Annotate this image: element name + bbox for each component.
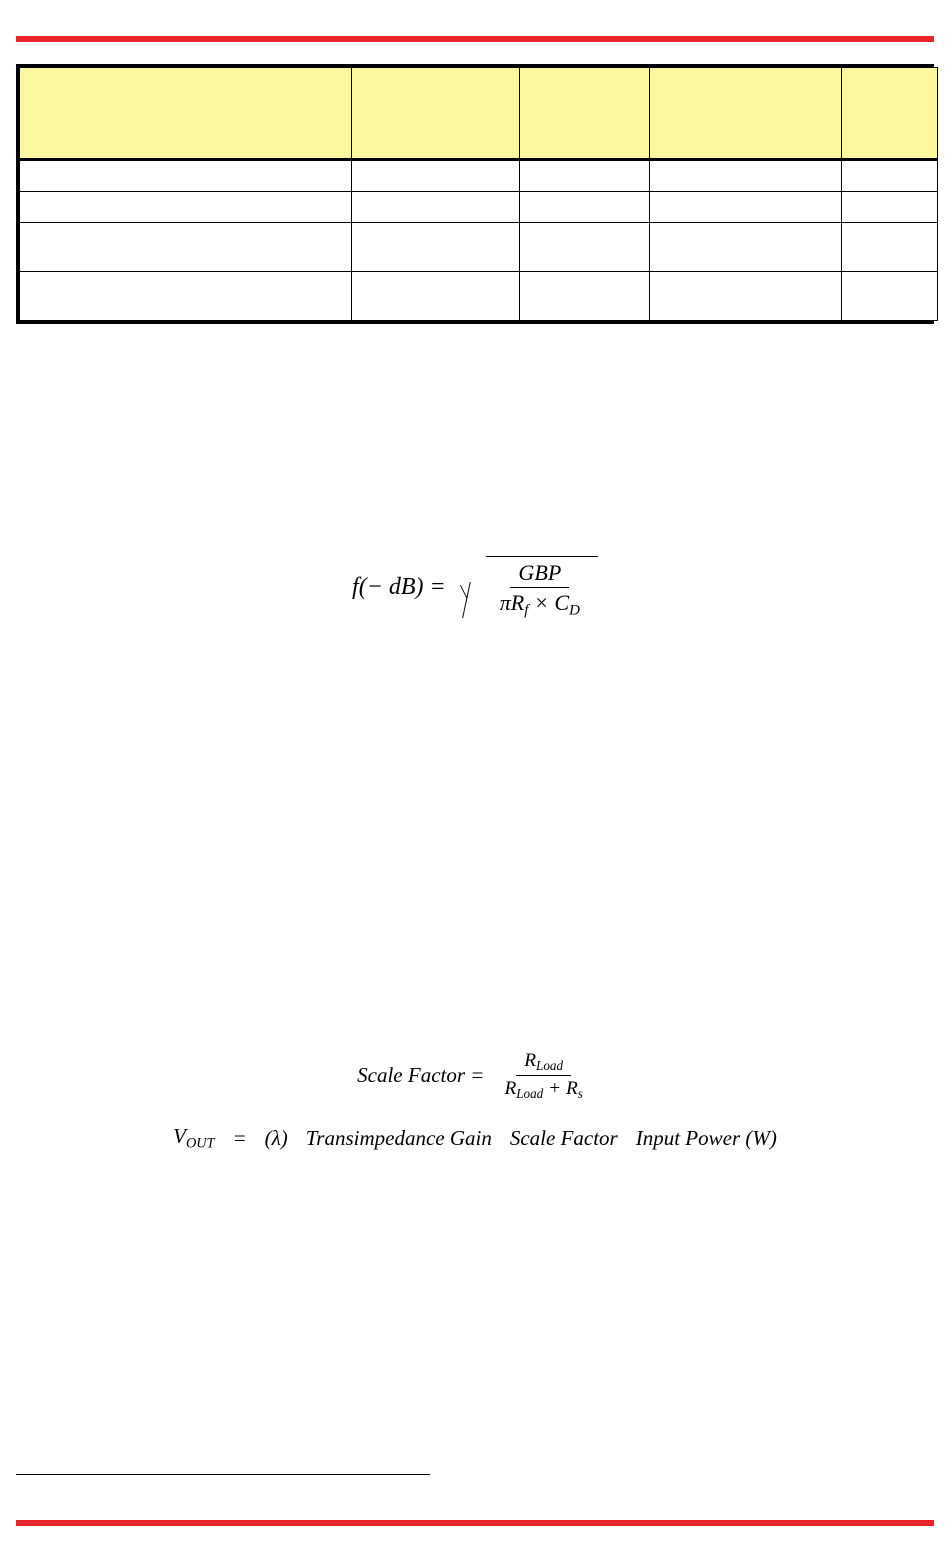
square-root-icon [462,556,598,620]
table-cell [842,223,938,272]
fraction [496,1050,590,1102]
bottom-accent-rule [16,1520,934,1526]
equation-scale-factor-lhs: Scale Factor = [357,1063,485,1088]
specification-table-container [16,64,934,324]
vout-term-scale-factor: Scale Factor [509,1125,618,1150]
table-cell [520,223,650,272]
numerator-load-subscript: Load [536,1057,564,1073]
denominator-pi-rf: πR [499,590,525,615]
vout-subscript: OUT [185,1135,215,1152]
table-cell [520,272,650,321]
denominator-s-subscript: s [577,1085,583,1101]
table-cell [20,160,352,192]
equation-scale-factor [0,1050,950,1102]
footnote-separator [16,1474,430,1475]
radical-body [486,556,598,620]
vout-lambda: (λ) [264,1125,288,1150]
table-cell [520,160,650,192]
table-header-row [20,68,938,160]
denominator-r: R [504,1077,517,1099]
top-accent-rule [16,36,934,42]
table-cell [352,223,520,272]
table-cell [20,223,352,272]
fraction-denominator [492,588,588,620]
table-row [20,223,938,272]
vout-term-input-power: Input Power (W) [635,1125,777,1150]
table-header-cell [520,68,650,160]
table-row [20,160,938,192]
vout-v: V [173,1124,186,1148]
table-cell [352,160,520,192]
vout-term-transimpedance-gain: Transimpedance Gain [305,1125,492,1150]
fraction-denominator [496,1076,590,1102]
table-cell [20,272,352,321]
numerator-r: R [524,1050,537,1071]
denominator-d-subscript: D [569,602,580,619]
table-header-cell [842,68,938,160]
table-cell [352,272,520,321]
table-cell [352,192,520,223]
table-cell [650,272,842,321]
table-header-cell [352,68,520,160]
equation-bandwidth [0,556,950,620]
table-row [20,272,938,321]
fraction-numerator: GBP [510,560,569,588]
denominator-load-subscript: Load [516,1085,544,1101]
fraction-numerator [516,1050,571,1076]
equation-vout [0,1124,950,1152]
vout-equals: = [232,1125,247,1150]
denominator-plus-r: + R [543,1077,578,1099]
radical-sign [462,556,486,620]
table-cell [842,272,938,321]
table-cell [520,192,650,223]
fraction [492,560,588,620]
table-header-cell [650,68,842,160]
table-cell [20,192,352,223]
table-row [20,192,938,223]
table-header-cell [20,68,352,160]
table-cell [842,192,938,223]
vout-symbol [173,1124,214,1152]
denominator-times-c: × C [528,590,570,615]
table-cell [650,160,842,192]
table-cell [650,192,842,223]
specification-table [19,67,938,321]
table-cell [842,160,938,192]
table-cell [650,223,842,272]
denominator-f-subscript: f [524,602,529,619]
equation-bandwidth-lhs: f(− dB) = [352,574,446,601]
